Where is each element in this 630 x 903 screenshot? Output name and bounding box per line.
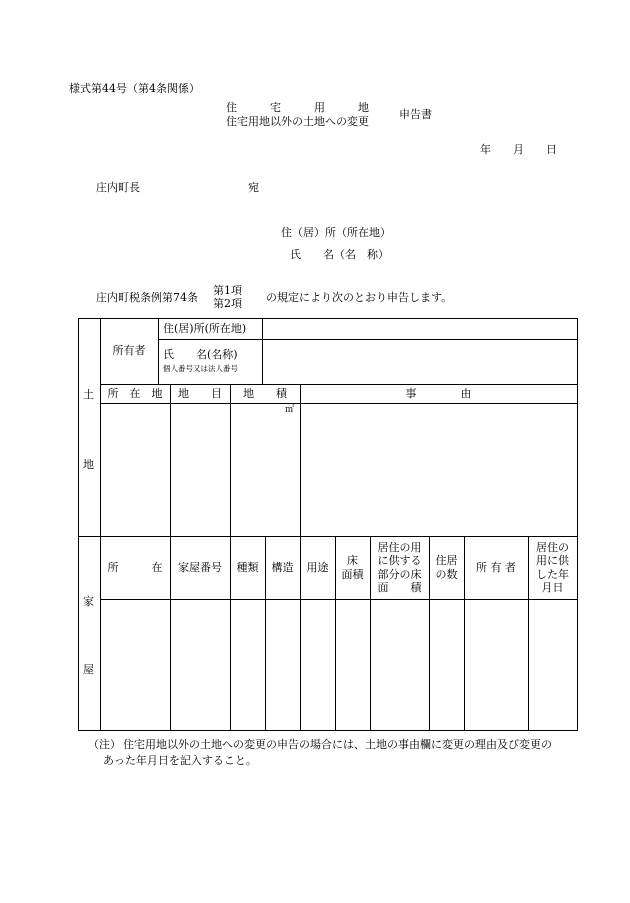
land-label-char-2: 地 <box>83 458 94 471</box>
owner-address-label: 住(居)所(所在地) <box>163 322 247 335</box>
statement-suffix: の規定により次のとおり申告します。 <box>266 291 453 304</box>
title-suffix: 申告書 <box>399 108 432 121</box>
statement-prefix: 庄内町税条例第74条 <box>96 291 198 304</box>
title-bottom: 住宅用地以外の土地への変更 <box>226 115 369 128</box>
land-header-location: 所 在 地 <box>107 386 163 400</box>
house-header-date-ceased: 居住の 用に供 した年 月日 <box>536 540 569 594</box>
house-header-house-number: 家屋番号 <box>178 560 222 574</box>
declarant-name-label: 氏 名（名 称） <box>290 248 389 261</box>
house-header-kind: 種類 <box>236 560 259 574</box>
owner-id-note: 個人番号又は法人番号 <box>163 364 238 373</box>
land-header-reason: 事 由 <box>405 386 472 400</box>
house-header-floor-area: 床 面積 <box>341 554 364 581</box>
declarant-address-label: 住（居）所（所在地） <box>281 226 391 239</box>
land-header-category: 地 目 <box>178 386 222 400</box>
owner-label: 所有者 <box>112 344 146 358</box>
land-header-area: 地 積 <box>243 386 287 400</box>
house-label-char-2: 屋 <box>83 663 94 676</box>
honorific: 宛 <box>248 181 259 194</box>
note-label: （注） <box>88 738 121 751</box>
owner-name-label: 氏 名(名称) <box>163 348 238 361</box>
land-label-char-1: 土 <box>83 388 94 401</box>
statement-clause-2: 第2項 <box>213 297 242 310</box>
statement-clause-1: 第1項 <box>213 284 242 297</box>
house-header-structure: 構造 <box>271 560 294 574</box>
note-line-1: 住宅用地以外の土地への変更の申告の場合には、土地の事由欄に変更の理由及び変更の <box>123 738 552 751</box>
addressee: 庄内町長 <box>96 181 140 194</box>
house-header-dwelling-count: 住居 の数 <box>435 554 458 581</box>
form-number: 様式第44号（第4条関係） <box>69 82 200 95</box>
house-header-residential-floor-area: 居住の用 に供する 部分の床 面 積 <box>377 540 422 594</box>
note-line-2: あった年月日を記入すること。 <box>103 754 257 767</box>
house-label-char-1: 家 <box>83 595 94 608</box>
house-header-owner: 所 有 者 <box>476 560 516 574</box>
area-unit: ㎡ <box>285 405 295 415</box>
date-line: 年 月 日 <box>480 143 557 156</box>
house-header-location: 所 在 <box>107 560 163 574</box>
title-top: 住 宅 用 地 <box>226 101 369 114</box>
house-header-use: 用途 <box>306 560 329 574</box>
